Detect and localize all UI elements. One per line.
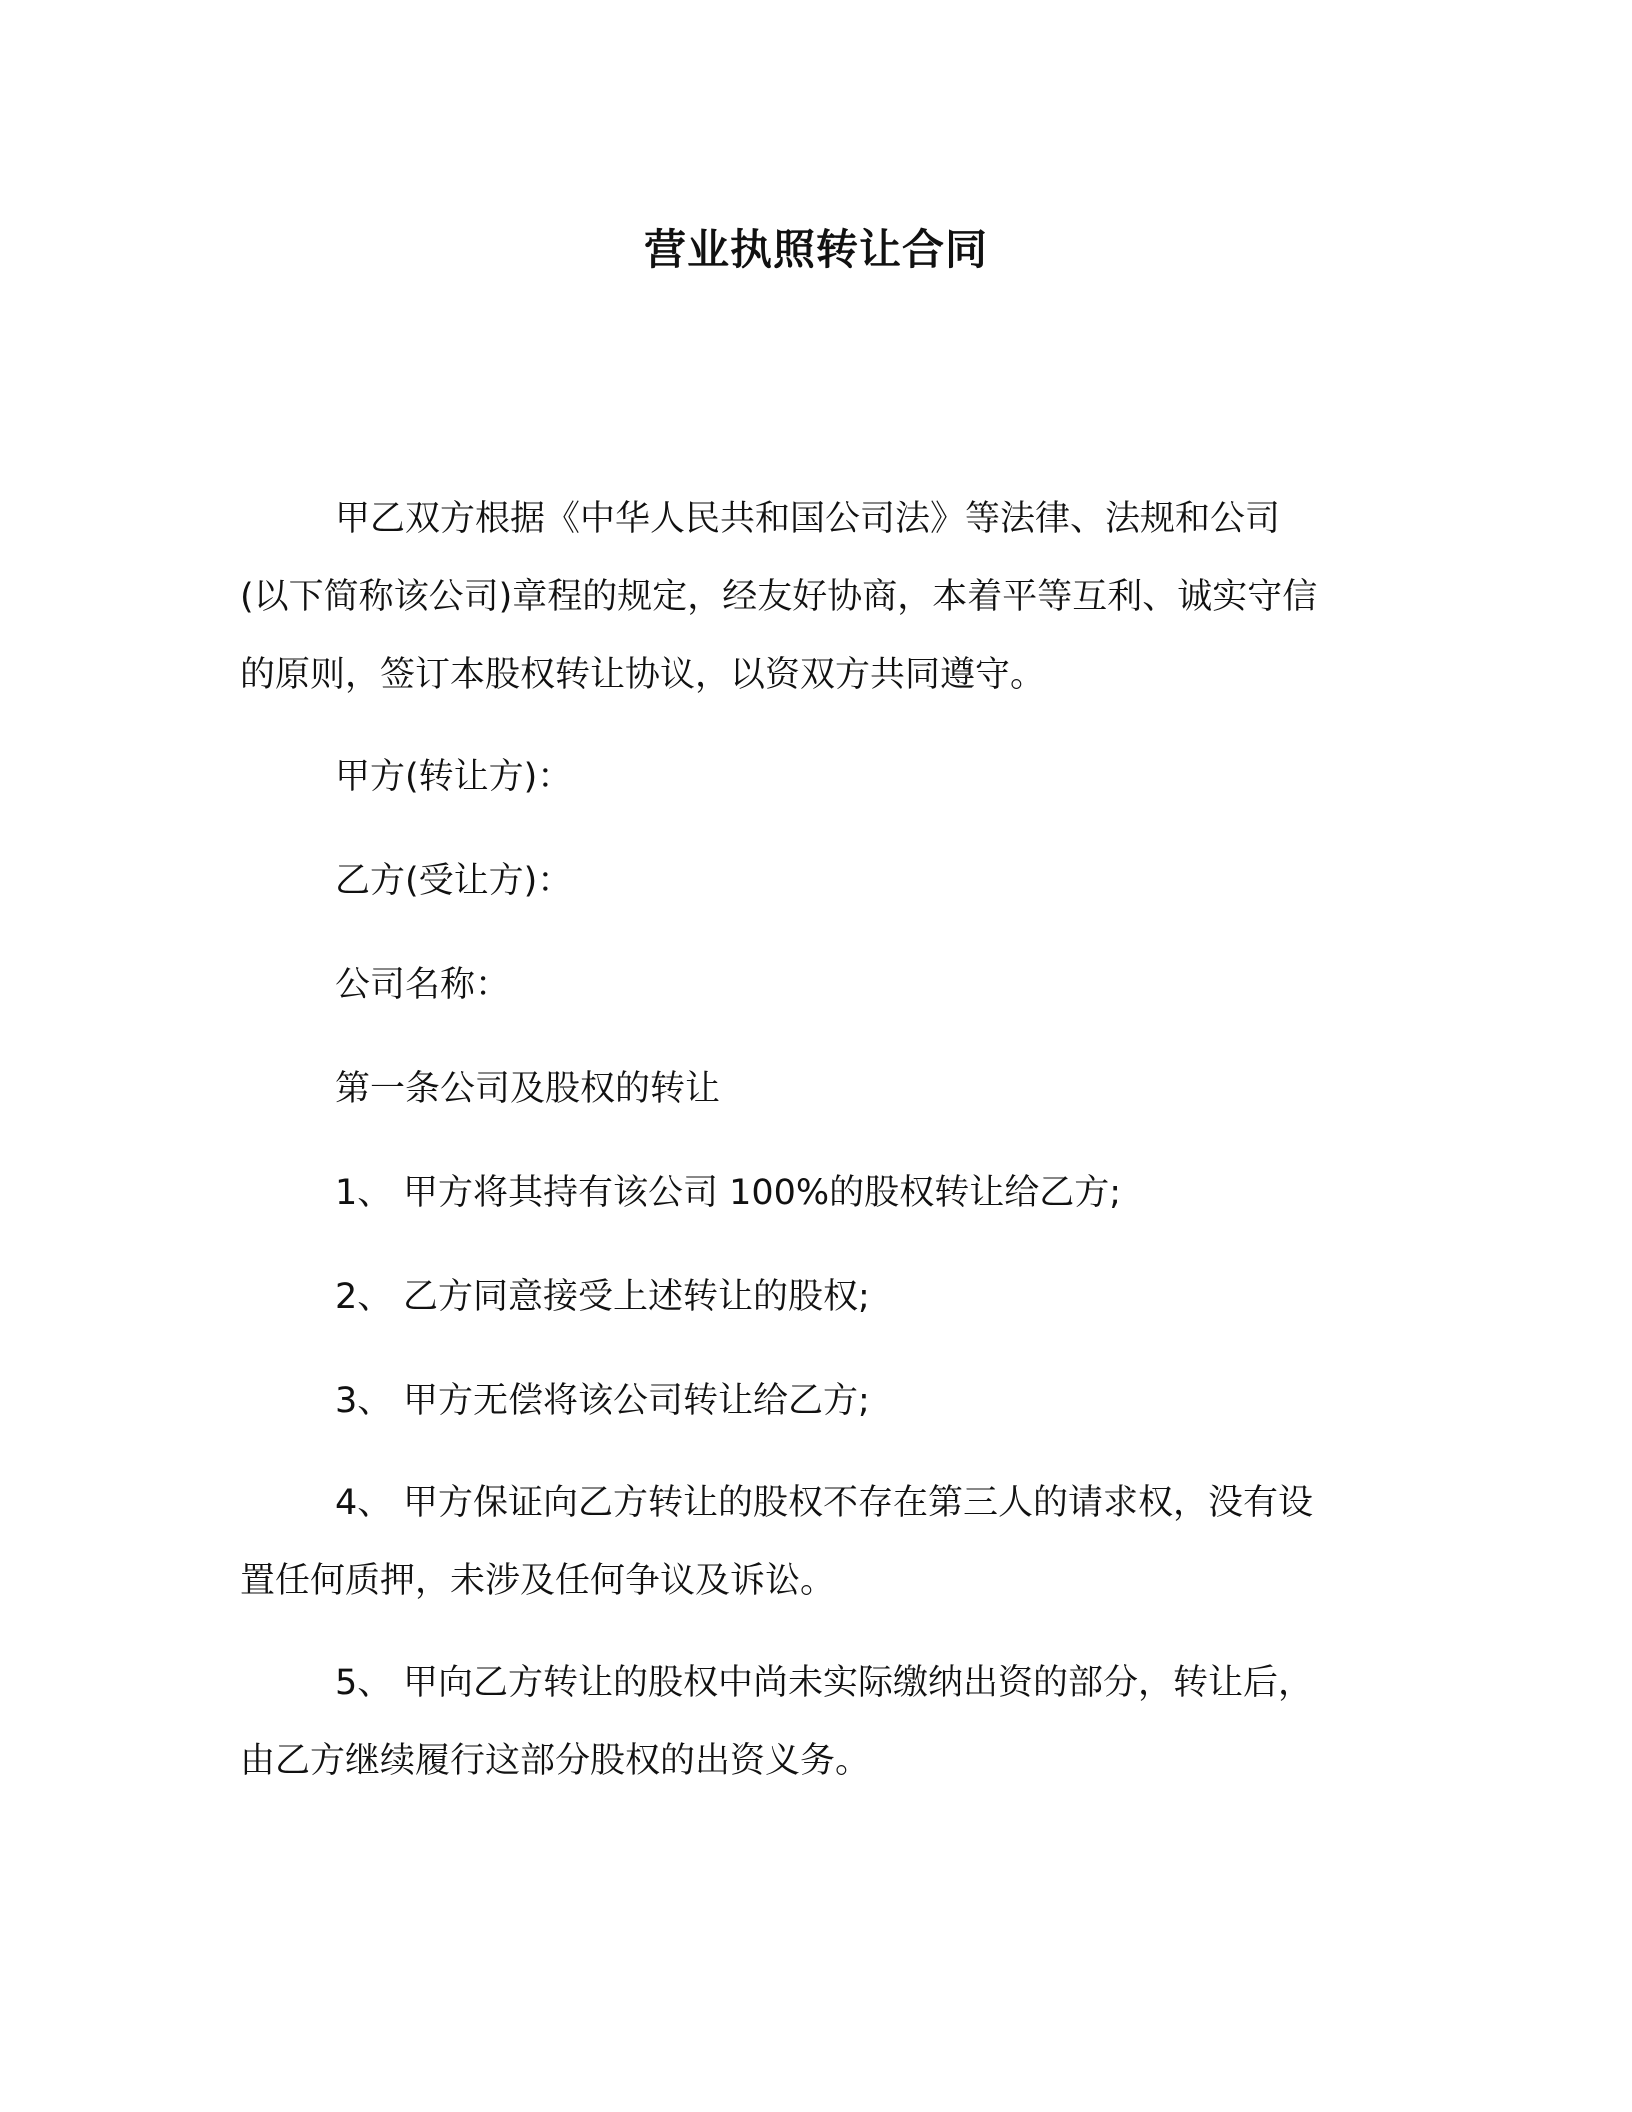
- clause-4: [335, 1478, 1313, 1528]
- document-title: 营业执照转让合同: [643, 225, 988, 274]
- preamble-line-3: 的原则，签订本股权转让协议，以资双方共同遵守。: [240, 655, 1046, 695]
- company-name-label: 公司名称：: [335, 965, 511, 1005]
- clause-3: [335, 1376, 870, 1426]
- clause-5-continuation: 由乙方继续履行这部分股权的出资义务。: [240, 1741, 871, 1781]
- preamble-line-1: 甲乙双方根据《中华人民共和国公司法》等法律、法规和公司: [335, 499, 1281, 539]
- clause-text: 乙方同意接受上述转让的股权;: [403, 1277, 870, 1317]
- clause-4-continuation: 置任何质押，未涉及任何争议及诉讼。: [240, 1561, 836, 1601]
- clause-number: 2、: [335, 1277, 393, 1317]
- clause-number: 3、: [335, 1381, 393, 1421]
- clause-2: [335, 1272, 870, 1322]
- clause-number: 4、: [335, 1483, 393, 1523]
- party-b-label: 乙方(受让方)：: [335, 861, 573, 901]
- party-a-label: 甲方(转让方)：: [335, 757, 573, 797]
- clause-text: 甲向乙方转让的股权中尚未实际缴纳出资的部分，转让后，: [403, 1663, 1314, 1703]
- clause-1: [335, 1168, 1121, 1218]
- clause-number: 1、: [335, 1173, 393, 1213]
- clause-text: 甲方将其持有该公司 100%的股权转让给乙方;: [403, 1173, 1121, 1213]
- article-heading: 第一条公司及股权的转让: [335, 1069, 721, 1109]
- clause-text: 甲方无偿将该公司转让给乙方;: [403, 1381, 870, 1421]
- clause-text: 甲方保证向乙方转让的股权不存在第三人的请求权，没有设: [403, 1483, 1314, 1523]
- clause-5: [335, 1658, 1313, 1708]
- clause-number: 5、: [335, 1663, 393, 1703]
- preamble-line-2: (以下简称该公司)章程的规定，经友好协商，本着平等互利、诚实守信: [240, 577, 1318, 617]
